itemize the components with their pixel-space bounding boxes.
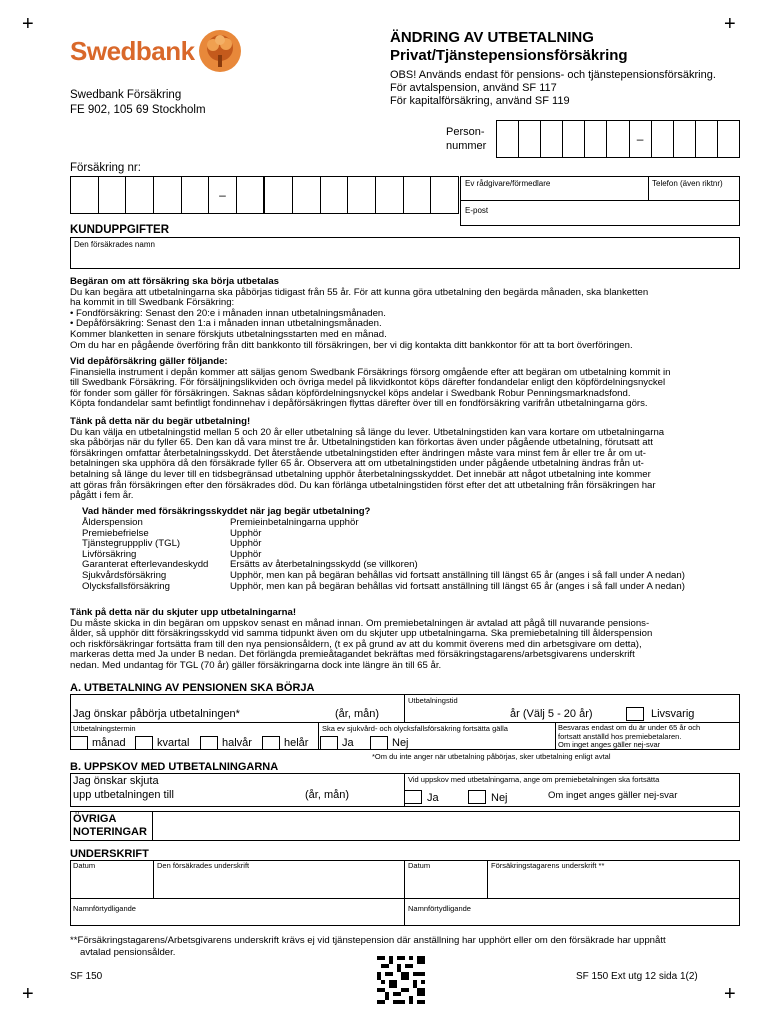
title-line1: ÄNDRING AV UTBETALNING <box>390 29 594 46</box>
text-line: betalning så länge du lever till en tidsbegränsad utbetalning upphör återbetalningsskyddet. Det innebär att något utbetalning inte kommer <box>70 468 651 480</box>
text-line: ha kommit in till Swedbank Försäkring: <box>70 297 235 309</box>
years-choice-label: år (Välj 5 - 20 år) <box>510 708 593 720</box>
om-inget-note: Om inget anges gäller nej-svar <box>548 790 678 801</box>
insurance-protection-heading <box>82 507 754 518</box>
protection-row <box>82 571 685 582</box>
insurance-effect: Upphör <box>230 548 262 560</box>
label-line: nummer <box>446 140 487 152</box>
paragraph-heading: Begäran om att försäkring ska börja utbetalas <box>70 276 279 287</box>
digit-cell[interactable] <box>348 177 376 213</box>
ja-label: Ja <box>342 737 354 749</box>
year-month-label: (år, mån) <box>335 708 380 720</box>
text-line: betalningen ska upphöra då den försäkrade fyller 65 år. Observera att om utbetalningstiden under pågående utbetalning ändras från ut- <box>70 458 644 470</box>
ja-checkbox[interactable] <box>404 790 422 804</box>
divider <box>318 722 319 750</box>
digit-cell[interactable] <box>237 177 266 213</box>
digit-cell[interactable] <box>126 177 154 213</box>
insured-name-label: Den försäkrades namn <box>74 240 155 249</box>
digit-cell[interactable] <box>519 121 541 157</box>
title-line2: Privat/Tjänstepensionsförsäkring <box>390 47 628 64</box>
digit-cell[interactable] <box>652 121 674 157</box>
divider <box>153 860 154 898</box>
insurance-type: Ålderspension <box>82 517 143 528</box>
section-a-heading: A. UTBETALNING AV PENSIONEN SKA BÖRJA <box>70 682 315 694</box>
ovriga-label <box>73 813 147 839</box>
registration-mark: + <box>22 983 34 1005</box>
uppskov-question: Vid uppskov med utbetalningarna, ange om premiebetalningen ska fortsätta <box>408 775 660 784</box>
label-line: NOTERINGAR <box>73 826 147 838</box>
nej-label: Nej <box>392 737 409 749</box>
ovriga-noteringar-field[interactable] <box>70 811 740 841</box>
registration-mark: + <box>22 13 34 35</box>
uppskov-line1: Jag önskar skjuta <box>73 775 159 787</box>
datum-label: Datum <box>408 861 431 870</box>
advisor-box <box>460 176 740 226</box>
digit-cell[interactable] <box>585 121 607 157</box>
text-line: försäkringen omfattar återbetalningsskydd. Det återstående utbetalningstiden efter ändringen måste vara minst fem år eller tre år om ut- <box>70 447 646 459</box>
text-line: ska påbörjas när du fyller 65. Den kan då vara minst tre år. Utbetalningstiden kan förkortas även under pågående utbetalning, förutsatt att <box>70 437 653 449</box>
digit-cell[interactable] <box>182 177 210 213</box>
manad-checkbox[interactable] <box>70 736 88 750</box>
info-paragraph-utbetalning <box>70 417 742 502</box>
forsakring-label: Försäkring nr: <box>70 162 141 174</box>
text-line: Du kan begära att utbetalningarna ska påbörjas tidigast från 55 år. För att kunna göra utbetalning den begärda månaden, ska blanketten <box>70 286 649 298</box>
insurance-type: Sjukvårdsförsäkring <box>82 569 167 581</box>
registration-mark: + <box>724 983 736 1005</box>
note-line: Besvaras endast om du är under 65 år och <box>558 723 701 732</box>
digit-cell[interactable] <box>404 177 432 213</box>
digit-cell[interactable] <box>674 121 696 157</box>
digit-cell[interactable] <box>293 177 321 213</box>
helar-label: helår <box>284 737 309 749</box>
address-line: Swedbank Försäkring <box>70 89 182 101</box>
info-paragraph-depa <box>70 357 742 410</box>
text-line: Du kan välja en utbetalningstid mellan 5 och 20 år eller utbetalning så länge du lever. Utbetalningstiden kan vara kortare om utbetalningarna <box>70 426 665 438</box>
obs-notice <box>390 69 716 108</box>
text-line: Kommer blanketten in senare förskjuts utbetalningsstarten med en månad. <box>70 328 387 340</box>
insurance-effect: Ersätts av återbetalningsskydd (se villkoren) <box>230 559 418 571</box>
utbetalningstid-label: Utbetalningstid <box>408 696 458 705</box>
livsvarig-label: Livsvarig <box>651 708 695 720</box>
digit-cell[interactable] <box>607 121 629 157</box>
insurance-type: Tjänstegrupppliv (TGL) <box>82 538 181 550</box>
paragraph-heading: Vad händer med försäkringsskyddet när jag begär utbetalning? <box>82 506 371 517</box>
insurance-effect: Upphör <box>230 538 262 550</box>
insurance-effect: Upphör, men kan på begäran behållas vid fortsatt anställning till längst 65 år (anges i så fall under A nedan) <box>230 569 685 581</box>
insurance-effect: Upphör, men kan på begäran behållas vid fortsatt anställning till längst 65 år (anges i så fall under A nedan) <box>230 580 685 592</box>
digit-cell[interactable] <box>541 121 563 157</box>
protection-row <box>82 539 685 550</box>
qr-code-icon <box>377 956 425 1004</box>
underskrift-heading: UNDERSKRIFT <box>70 848 149 860</box>
personnummer-label <box>446 125 486 153</box>
oak-tree-icon <box>198 29 242 73</box>
text-line: nedan. Med undantag för TGL (70 år) gäller försäkringarna dock inte längre än till 65 år. <box>70 659 442 671</box>
insurance-type: Livförsäkring <box>82 548 137 560</box>
namnfortydligande-label: Namnförtydligande <box>408 904 471 913</box>
paragraph-heading: Vid depåförsäkring gäller följande: <box>70 356 228 367</box>
nej-checkbox[interactable] <box>468 790 486 804</box>
separator-cell <box>630 121 652 157</box>
digit-cell[interactable] <box>376 177 404 213</box>
signature-note <box>70 935 666 958</box>
section-b-heading: B. UPPSKOV MED UTBETALNINGARNA <box>70 761 279 773</box>
insurance-protection-table <box>82 518 685 592</box>
obs-line: För kapitalförsäkring, använd SF 119 <box>390 95 570 107</box>
paragraph-heading: Tänk på detta när du skjuter upp utbetalningarna! <box>70 607 297 618</box>
text-line: • Fondförsäkring: Senast den 20:e i månaden innan utbetalningsmånaden. <box>70 307 386 319</box>
edition-info: SF 150 Ext utg 12 sida 1(2) <box>576 971 698 982</box>
label-line: ÖVRIGA <box>73 813 117 825</box>
digit-cell[interactable] <box>696 121 718 157</box>
digit-cell[interactable] <box>321 177 349 213</box>
note-line: **Försäkringstagarens/Arbetsgivarens underskrift krävs ej vid tjänstepension där anställning har upphört eller om den försäkrade har uppnått <box>70 935 666 946</box>
policyholder-signature-label: Försäkringstagarens underskrift ** <box>491 861 605 870</box>
digit-cell[interactable] <box>563 121 585 157</box>
dash: – <box>636 132 644 146</box>
digit-cell[interactable] <box>71 177 99 213</box>
note-line: fortsatt anställd hos premiebetalaren. <box>558 731 682 741</box>
address-line: FE 902, 105 69 Stockholm <box>70 104 206 116</box>
termin-label: Utbetalningstermin <box>73 724 136 733</box>
divider <box>70 898 740 899</box>
label-line: Person- <box>446 126 485 138</box>
digit-cell[interactable] <box>154 177 182 213</box>
besvaras-note <box>558 724 700 750</box>
divider <box>555 722 556 750</box>
separator-cell <box>209 177 237 213</box>
insurance-type: Garanterat efterlevandeskydd <box>82 559 209 571</box>
start-label: Jag önskar påbörja utbetalningen* <box>73 708 240 720</box>
text-line: och riskförsäkringar fortsätta fram till den nya pensionsåldern, (t ex på grund av att du kommit överens med din arbetsgivare om detta), <box>70 638 642 650</box>
divider <box>152 811 153 841</box>
insurance-effect: Premieinbetalningarna upphör <box>230 517 359 528</box>
namnfortydligande-label: Namnförtydligande <box>73 904 136 913</box>
insured-name-field[interactable] <box>70 237 740 269</box>
halvar-label: halvår <box>222 737 252 749</box>
helar-checkbox[interactable] <box>262 736 280 750</box>
form-code: SF 150 <box>70 971 103 982</box>
halvar-checkbox[interactable] <box>200 736 218 750</box>
digit-cell[interactable] <box>497 121 519 157</box>
note-line: Om inget anges gäller nej-svar <box>558 740 661 749</box>
manad-label: månad <box>92 737 126 749</box>
insurance-effect: Upphör <box>230 527 262 539</box>
sjukvard-question: Ska ev sjukvård- och olycksfallsförsäkring fortsätta gälla <box>322 724 508 733</box>
divider <box>404 860 405 926</box>
obs-line: OBS! Används endast för pensions- och tjänstepensionsförsäkring. <box>390 69 716 81</box>
dash: – <box>219 188 226 202</box>
note-line: avtalad pensionsålder. <box>80 946 176 958</box>
kunduppgifter-heading: KUNDUPPGIFTER <box>70 224 170 236</box>
kvartal-checkbox[interactable] <box>135 736 153 750</box>
kvartal-label: kvartal <box>157 737 190 749</box>
protection-row <box>82 518 685 529</box>
info-paragraph-uppskov <box>70 608 742 672</box>
text-line: • Depåförsäkring: Senast den 1:a i månaden innan utbetalningsmånaden. <box>70 318 382 330</box>
text-line: Köpta fondandelar samt befintligt fondinnehav i depåförsäkringen flyttas därefter över till en fondförsäkring varifrån utbetalningarna görs. <box>70 398 648 410</box>
divider <box>487 860 488 898</box>
text-line: markeras detta med Ja under B nedan. Det förlängda premieåtagandet bekräftas med försäkringstagarens/arbetsgivarens underskrift <box>70 649 635 661</box>
protection-row <box>82 582 685 593</box>
nej-label: Nej <box>491 792 508 804</box>
company-address <box>70 88 206 118</box>
uppskov-line2: upp utbetalningen till <box>73 789 174 801</box>
text-line: att göras från försäkringen efter den försäkrades död. Du kan förlänga utbetalningstiden först efter det att utbetalning från försäkringen har <box>70 479 656 491</box>
insurance-type: Premiebefrielse <box>82 527 149 539</box>
obs-line: För avtalspension, använd SF 117 <box>390 82 557 94</box>
swedbank-logo <box>70 29 242 73</box>
digit-cell[interactable] <box>99 177 127 213</box>
datum-label: Datum <box>73 861 96 870</box>
advisor-label: Ev rådgivare/förmedlare <box>465 179 551 188</box>
text-line: ålder, så upphör ditt försäkringsskydd vid samma tidpunkt även om du skjuter upp utbetalningarna. Ska premiebetalning till ålderspension <box>70 628 653 640</box>
insurance-type: Olycksfallsförsäkring <box>82 580 170 592</box>
livsvarig-checkbox[interactable] <box>626 707 644 721</box>
ja-label: Ja <box>427 792 439 804</box>
text-line: Om du har en pågående överföring från ditt bankkonto till försäkringen, ber vi dig kontakta ditt bankkontor för att ta bort överföringen. <box>70 339 633 351</box>
digit-cell[interactable] <box>431 177 458 213</box>
personnummer-field[interactable] <box>496 120 740 158</box>
ja-checkbox[interactable] <box>320 736 338 750</box>
text-line: Finansiella instrument i depån kommer att säljas genom Swedbank Försäkrings försorg omgående efter att begäran om utbetalning kommit in <box>70 366 671 378</box>
insured-signature-label: Den försäkrades underskrift <box>157 861 250 870</box>
footnote: *Om du inte anger när utbetalning påbörjas, sker utbetalning enligt avtal <box>372 752 611 761</box>
text-line: pågått i fem år. <box>70 490 134 502</box>
registration-mark: + <box>724 13 736 35</box>
text-line: för fonder som gäller för försäkringen. Saknas sådan köpfördelningsnyckel köps andelar i Swedbank Robur Penningsmarknadsfond. <box>70 387 631 399</box>
text-line: till Swedbank Försäkring. För försäljningslikviden och övriga medel på likvidkontot köps därefter fondandelar enligt den köpfördelningsnyckel <box>70 377 666 389</box>
forsakring-number-field[interactable] <box>70 176 459 214</box>
form-title <box>390 29 628 65</box>
divider <box>404 694 405 722</box>
digit-cell[interactable] <box>265 177 293 213</box>
brand-name: Swedbank <box>70 35 195 66</box>
nej-checkbox[interactable] <box>370 736 388 750</box>
text-line: Du måste skicka in din begäran om uppskov senast en månad innan. Om premiebetalningen är avtalad att pågå till nuvarande pensions- <box>70 617 650 629</box>
paragraph-heading: Tänk på detta när du begär utbetalning! <box>70 416 251 427</box>
year-month-label: (år, mån) <box>305 789 350 801</box>
info-paragraph-start <box>70 277 742 351</box>
digit-cell[interactable] <box>718 121 739 157</box>
email-label: E-post <box>465 206 489 215</box>
phone-label: Telefon (även riktnr) <box>652 179 723 188</box>
